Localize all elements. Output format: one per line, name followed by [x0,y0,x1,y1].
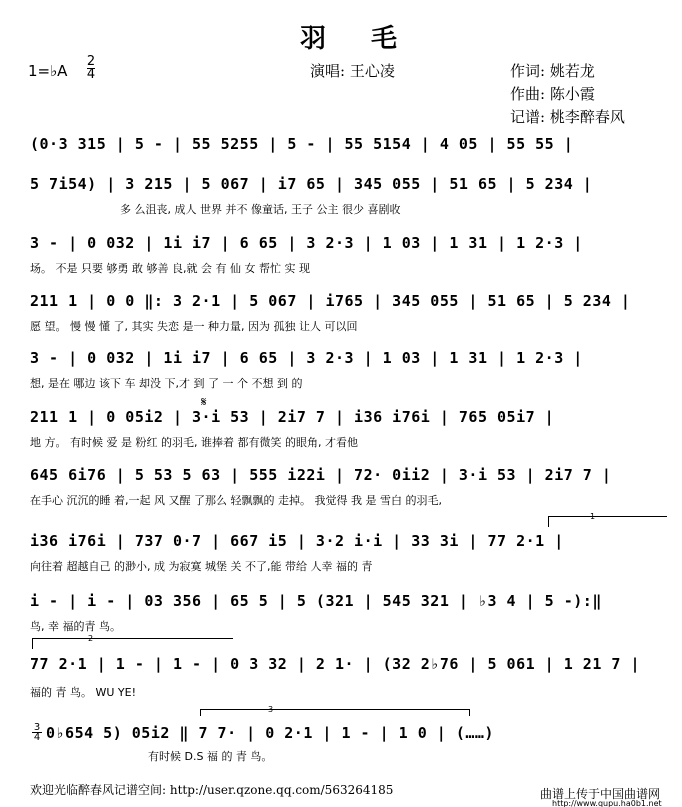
lyric-line-5: 想, 是在 哪边 该下 车 却没 下,才 到 了 一 个 不想 到 的 [30,377,303,390]
lyric-line-3: 场。 不是 只要 够勇 敢 够善 良,就 会 有 仙 女 帮忙 实 现 [30,262,310,275]
notation-line-7: 645 6i76 | 5 53 5 63 | 555 i22i | 72· 0ii2 | 3·i 53 | 2i7 7 | [30,466,612,484]
lyric-line-7: 在手心 沉沉的睡 着,一起 风 又醒 了那么 轻飘飘的 走掉。 我觉得 我 是 雪白 的羽毛, [30,494,442,507]
upload-url: http://www.qupu.ha0b1.net [552,799,662,807]
volta-1-number: 1 [590,512,596,521]
lyric-line-10: 福的 青 鸟。 WU YE! [30,686,136,699]
lyric-line-8: 向往着 超越自己 的渺小, 成 为寂寞 城堡 关 不了,能 带给 人幸 福的 青 [30,560,373,573]
time-signature [86,56,96,81]
lyric-line-9: 鸟, 幸 福的青 鸟。 [30,620,121,633]
notation-line-10: 77 2·1 | 1 - | 1 - | 0 3 32 | 2 1· | (32 2♭76 | 5 061 | 1 21 7 | [30,655,640,673]
key-signature: 1=♭A [28,62,68,80]
triplet-number: 3 [268,705,274,714]
notation-line-11: 0♭654 5) 05i2 ‖ 7 7· | 0 2·1 | 1 - | 1 0 | (……) [46,724,494,742]
composer-credit: 作曲: 陈小霞 [510,85,595,103]
volta-2-bracket [32,638,233,649]
lyricist-credit: 作词: 姚若龙 [510,62,595,80]
segno-sign: 𝄋 [201,395,207,410]
footer-website-note: 欢迎光临醉春风记谱空间: http://user.qzone.qq.com/563264185 [30,783,394,797]
lyric-line-6: 地 方。 有时候 爱 是 粉红 的羽毛, 谁捧着 都有微笑 的眼角, 才看他 [30,436,358,449]
upload-credit: 曲谱上传于中国曲谱网 [540,787,661,801]
transcriber-credit: 记谱: 桃李醉春风 [510,108,625,126]
notation-line-2: 5 7i54) | 3 215 | 5 067 | i7 65 | 345 055 | 51 65 | 5 234 | [30,175,593,193]
notation-line-9: i - | i - | 03 356 | 65 5 | 5 (321 | 545 321 | ♭3 4 | 5 -):‖ [30,592,602,610]
lyric-line-2: 多 么沮丧, 成人 世界 并不 像童话, 王子 公主 很少 喜剧收 [120,203,401,216]
volta-2-number: 2 [88,634,94,643]
notation-line-6: 211 1 | 0 05i2 | 3·i 53 | 2i7 7 | i36 i76i | 765 05i7 | [30,408,555,426]
lyric-line-11: 有时候 D.S 福 的 青 鸟。 [148,750,273,763]
triplet-bracket [200,709,470,716]
notation-line-1: (0·3 315 | 5 - | 55 5255 | 5 - | 55 5154 | 4 05 | 55 55 | [30,135,574,153]
notation-line-3: 3 - | 0 032 | 1i i7 | 6 65 | 3 2·3 | 1 03 | 1 31 | 1 2·3 | [30,234,583,252]
time-signature-bottom: 4 [86,67,96,82]
notation-line-8: i36 i76i | 737 0·7 | 667 i5 | 3·2 i·i | 33 3i | 77 2·1 | [30,532,564,550]
lyric-line-4: 愿 望。 慢 慢 懂 了, 其实 失恋 是一 种力量, 因为 孤独 让人 可以回 [30,320,358,333]
singer-credit: 演唱: 王心凌 [310,62,395,80]
time-change-3-4: 3 4 [33,722,41,743]
song-title: 羽 毛 [300,24,416,54]
time-signature-top: 2 [86,54,96,69]
notation-line-4: 211 1 | 0 0 ‖: 3 2·1 | 5 067 | i765 | 345 055 | 51 65 | 5 234 | [30,292,631,310]
notation-line-5: 3 - | 0 032 | 1i i7 | 6 65 | 3 2·3 | 1 03 | 1 31 | 1 2·3 | [30,349,583,367]
volta-1-bracket [548,516,667,527]
